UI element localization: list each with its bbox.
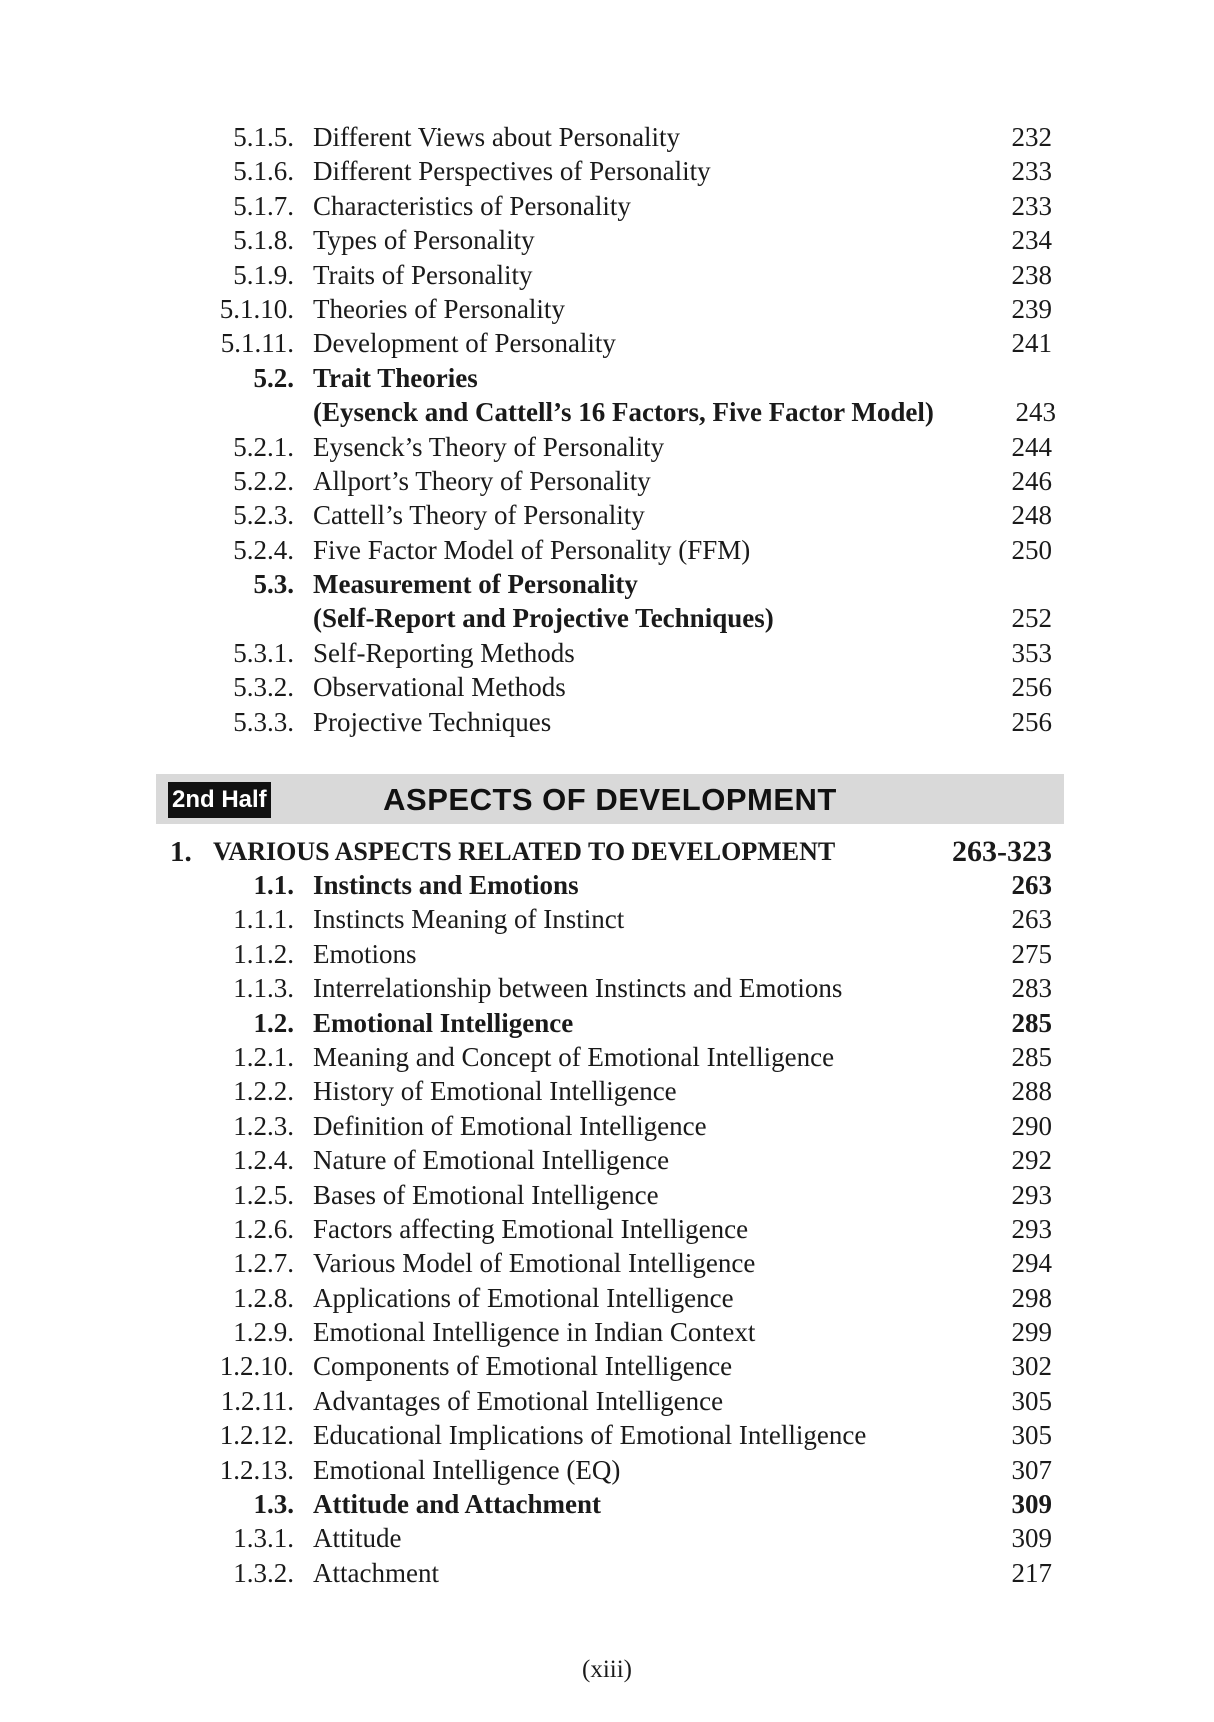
toc-entry-number: 5.1.6.	[233, 156, 294, 187]
toc-entry	[0, 1178, 1214, 1212]
toc-section-development	[0, 868, 1214, 1590]
toc-entry-title: Emotional Intelligence (EQ)	[313, 1454, 621, 1485]
toc-entry-page: 309	[1011, 1489, 1052, 1520]
toc-entry-title: Bases of Emotional Intelligence	[313, 1179, 659, 1210]
toc-entry	[0, 705, 1214, 739]
toc-entry-title: Nature of Emotional Intelligence	[313, 1145, 670, 1176]
page-number: (xiii)	[582, 1656, 632, 1683]
toc-entry-title: Different Perspectives of Personality	[313, 156, 711, 187]
toc-entry-page: 293	[1011, 1213, 1052, 1244]
toc-entry-page: 234	[1011, 225, 1052, 256]
toc-entry-number: 1.2.4.	[233, 1145, 294, 1176]
toc-entry-number: 1.1.1.	[233, 904, 294, 935]
toc-entry-number: 1.2.12.	[219, 1420, 294, 1451]
toc-entry-page: 256	[1011, 672, 1052, 703]
toc-entry-number: 1.2.1.	[233, 1041, 294, 1072]
toc-entry-page: 290	[1011, 1110, 1052, 1141]
toc-entry-title: Development of Personality	[313, 328, 616, 359]
toc-entry-title: Allport’s Theory of Personality	[313, 465, 651, 496]
toc-entry-title: Emotional Intelligence in Indian Context	[313, 1317, 756, 1348]
toc-entry	[0, 937, 1214, 971]
toc-entry-page: 233	[1011, 190, 1052, 221]
toc-section-personality	[0, 120, 1214, 739]
toc-entry-number: 1.2.6.	[233, 1213, 294, 1244]
toc-entry-number: 5.2.4.	[233, 534, 294, 565]
toc-entry-page: 241	[1011, 328, 1052, 359]
toc-entry-title: Definition of Emotional Intelligence	[313, 1110, 707, 1141]
toc-entry	[0, 258, 1214, 292]
toc-entry-number: 1.2.7.	[233, 1248, 294, 1279]
toc-entry-number: 1.2.11.	[220, 1385, 294, 1416]
toc-entry-title: Attitude	[313, 1523, 402, 1554]
toc-entry-page: 232	[1011, 122, 1052, 152]
toc-entry-page: 248	[1011, 500, 1052, 531]
toc-entry	[0, 292, 1214, 326]
toc-entry-page: 283	[1011, 973, 1052, 1004]
toc-entry-number: 1.2.	[253, 1007, 294, 1038]
toc-entry	[0, 1109, 1214, 1143]
toc-entry-number: 5.1.11.	[220, 328, 294, 359]
toc-entry-title: Various Model of Emotional Intelligence	[313, 1248, 756, 1279]
toc-entry-number: 1.2.8.	[233, 1282, 294, 1313]
toc-entry-number: 5.3.2.	[233, 672, 294, 703]
toc-entry-title: Cattell’s Theory of Personality	[313, 500, 645, 531]
toc-entry-number: 1.3.	[253, 1489, 294, 1520]
toc-entry	[0, 430, 1214, 464]
toc-entry	[0, 636, 1214, 670]
toc-entry-number: 1.2.10.	[219, 1351, 294, 1382]
toc-entry-title: Emotional Intelligence	[313, 1007, 574, 1038]
toc-entry	[0, 868, 1214, 902]
toc-entry	[0, 670, 1214, 704]
toc-entry	[0, 1384, 1214, 1418]
toc-entry-number: 1.1.2.	[233, 938, 294, 969]
toc-entry-page: 238	[1011, 259, 1052, 290]
toc-entry	[0, 533, 1214, 567]
toc-entry-page: 288	[1011, 1076, 1052, 1107]
toc-entry-title: Measurement of Personality	[313, 569, 638, 600]
toc-entry-number: 1.3.2.	[233, 1557, 294, 1588]
section-heading: ASPECTS OF DEVELOPMENT	[383, 782, 837, 817]
toc-entry-title: (Self-Report and Projective Techniques)	[313, 603, 774, 634]
toc-entry-page: 294	[1011, 1248, 1052, 1279]
toc-entry	[0, 1074, 1214, 1108]
toc-entry-title: Meaning and Concept of Emotional Intelligence	[313, 1041, 835, 1072]
toc-entry-title: Attachment	[313, 1557, 439, 1588]
toc-entry-page: 256	[1011, 706, 1052, 737]
toc-entry-number: 5.2.	[253, 362, 294, 393]
section-banner	[156, 774, 1064, 824]
toc-entry	[0, 223, 1214, 257]
toc-entry	[0, 601, 1214, 635]
toc-entry-page: 302	[1011, 1351, 1052, 1382]
toc-entry-page: 293	[1011, 1179, 1052, 1210]
toc-entry-page: 298	[1011, 1282, 1052, 1313]
toc-entry-number: 1.2.3.	[233, 1110, 294, 1141]
toc-entry-page: 250	[1011, 534, 1052, 565]
toc-entry-number: 5.1.10.	[219, 293, 294, 324]
toc-entry-title: Characteristics of Personality	[313, 190, 631, 221]
toc-entry	[0, 120, 1214, 154]
toc-entry	[0, 464, 1214, 498]
toc-entry	[0, 1315, 1214, 1349]
toc-entry-number: 5.2.3.	[233, 500, 294, 531]
toc-entry-page: 252	[1011, 603, 1052, 634]
toc-entry	[0, 902, 1214, 936]
toc-entry-page: 239	[1011, 293, 1052, 324]
toc-entry-title: Five Factor Model of Personality (FFM)	[313, 534, 751, 565]
toc-entry-title: Projective Techniques	[313, 706, 552, 737]
toc-entry	[0, 1246, 1214, 1280]
toc-entry-number: 5.2.2.	[233, 465, 294, 496]
toc-entry	[0, 1521, 1214, 1555]
toc-entry-number: 5.1.5.	[233, 122, 294, 152]
toc-entry-page: 246	[1011, 465, 1052, 496]
toc-entry-page: 307	[1011, 1454, 1052, 1485]
toc-entry-number: 1.2.5.	[233, 1179, 294, 1210]
toc-entry	[0, 1143, 1214, 1177]
toc-entry-number: 1.1.	[253, 870, 294, 900]
toc-entry-page: 292	[1011, 1145, 1052, 1176]
toc-entry-title: Educational Implications of Emotional Intelligence	[313, 1420, 867, 1451]
toc-entry-number: 5.1.7.	[233, 190, 294, 221]
toc-entry-title: Observational Methods	[313, 672, 566, 703]
toc-entry-page: 285	[1011, 1007, 1052, 1038]
toc-entry-number: 5.1.9.	[233, 259, 294, 290]
toc-entry-number: 5.3.	[253, 569, 294, 600]
toc-entry-title: Theories of Personality	[313, 293, 565, 324]
toc-entry	[0, 1453, 1214, 1487]
toc-entry-title: Emotions	[313, 938, 417, 969]
toc-entry	[0, 1281, 1214, 1315]
toc-entry-title: Different Views about Personality	[313, 122, 681, 152]
toc-entry-number: 1.1.3.	[233, 973, 294, 1004]
toc-entry-page: 243	[1015, 397, 1056, 428]
toc-entry-title: Trait Theories	[313, 362, 478, 393]
toc-entry	[0, 1556, 1214, 1590]
toc-entry-title: Types of Personality	[313, 225, 535, 256]
chapter-heading	[0, 834, 1214, 870]
toc-entry-title: Self-Reporting Methods	[313, 637, 575, 668]
toc-entry-page: 244	[1011, 431, 1052, 462]
toc-entry-number: 5.2.1.	[233, 431, 294, 462]
chapter-page-range: 263-323	[952, 835, 1052, 868]
toc-entry	[0, 1006, 1214, 1040]
toc-entry-number: 5.3.1.	[233, 637, 294, 668]
toc-entry-page: 263	[1011, 904, 1052, 935]
toc-entry	[0, 326, 1214, 360]
chapter-title: VARIOUS ASPECTS RELATED TO DEVELOPMENT	[213, 837, 836, 866]
toc-entry	[0, 1349, 1214, 1383]
chapter-number: 1.	[170, 836, 192, 868]
toc-entry-title: Advantages of Emotional Intelligence	[313, 1385, 724, 1416]
toc-entry	[0, 1418, 1214, 1452]
toc-entry-title: Applications of Emotional Intelligence	[313, 1282, 734, 1313]
toc-entry	[0, 567, 1214, 601]
toc-entry-page: 233	[1011, 156, 1052, 187]
toc-entry-page: 309	[1011, 1523, 1052, 1554]
toc-entry-page: 217	[1011, 1557, 1052, 1588]
toc-entry-page: 305	[1011, 1385, 1052, 1416]
toc-entry-title: Instincts and Emotions	[313, 870, 579, 900]
toc-entry-page: 353	[1011, 637, 1052, 668]
toc-entry	[0, 189, 1214, 223]
toc-entry	[0, 1212, 1214, 1246]
toc-entry	[0, 498, 1214, 532]
toc-entry-title: (Eysenck and Cattell’s 16 Factors, Five Factor Model)	[313, 397, 934, 428]
toc-entry	[0, 361, 1214, 395]
toc-entry-page: 285	[1011, 1041, 1052, 1072]
toc-entry-number: 1.2.13.	[219, 1454, 294, 1485]
toc-entry-title: Traits of Personality	[313, 259, 533, 290]
toc-entry-page: 263	[1011, 870, 1052, 900]
half-tag: 2nd Half	[168, 782, 271, 818]
toc-entry-page: 275	[1011, 938, 1052, 969]
toc-entry	[0, 1040, 1214, 1074]
toc-entry-number: 5.3.3.	[233, 706, 294, 737]
toc-entry-title: History of Emotional Intelligence	[313, 1076, 677, 1107]
toc-entry-number: 5.1.8.	[233, 225, 294, 256]
toc-entry	[0, 1487, 1214, 1521]
toc-entry-title: Interrelationship between Instincts and Emotions	[313, 973, 843, 1004]
toc-entry-title: Attitude and Attachment	[313, 1489, 601, 1520]
toc-entry-title: Components of Emotional Intelligence	[313, 1351, 733, 1382]
toc-entry	[0, 395, 1214, 429]
toc-entry-number: 1.3.1.	[233, 1523, 294, 1554]
toc-entry-title: Eysenck’s Theory of Personality	[313, 431, 665, 462]
toc-entry-number: 1.2.9.	[233, 1317, 294, 1348]
toc-entry	[0, 971, 1214, 1005]
toc-entry-page: 305	[1011, 1420, 1052, 1451]
toc-entry-page: 299	[1011, 1317, 1052, 1348]
toc-entry-title: Factors affecting Emotional Intelligence	[313, 1213, 749, 1244]
toc-entry	[0, 154, 1214, 188]
toc-entry-title: Instincts Meaning of Instinct	[313, 904, 625, 935]
toc-entry-number: 1.2.2.	[233, 1076, 294, 1107]
